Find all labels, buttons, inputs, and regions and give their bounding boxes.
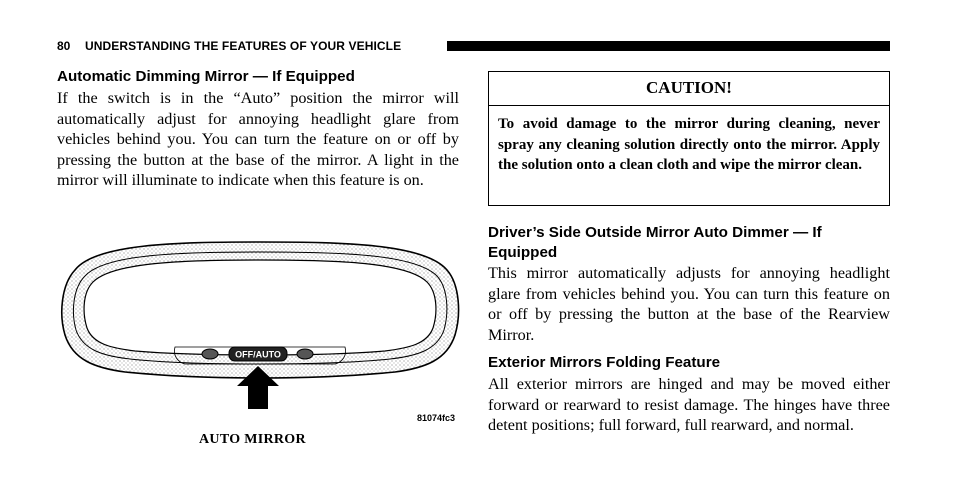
caution-text: To avoid damage to the mirror during cleaning, never spray any cleaning solution directly onto the mirror. Apply the solution onto a clean cloth and wipe the mirror clean. (498, 116, 880, 173)
section-body-outside-mirror: This mirror automatically adjusts for annoying headlight glare from vehicles behind you. You can turn this feature on or off by pressing the button at the base of the Rearview Mirror. (488, 264, 890, 344)
section-heading-auto-dimming: Automatic Dimming Mirror — If Equipped (57, 68, 355, 85)
chapter-title: UNDERSTANDING THE FEATURES OF YOUR VEHICLE (85, 39, 402, 53)
caution-title: CAUTION! (489, 72, 889, 106)
figure-code: 81074fc3 (417, 413, 456, 423)
left-indicator-light (202, 349, 218, 359)
button-label: OFF/AUTO (235, 349, 281, 360)
auto-mirror-illustration (55, 240, 465, 430)
page-number: 80 (57, 39, 71, 53)
section-body-folding: All exterior mirrors are hinged and may be moved either forward or rearward to resist damage. The hinges have three detent positions; full forward, full rearward, and normal. (488, 375, 890, 434)
caution-box (488, 71, 890, 206)
header-rule (447, 41, 890, 51)
right-indicator-light (297, 349, 313, 359)
section-heading-folding: Exterior Mirrors Folding Feature (488, 354, 721, 371)
mirror-glass (84, 260, 436, 355)
figure-caption: AUTO MIRROR (199, 432, 306, 447)
section-body-auto-dimming: If the switch is in the “Auto” position the mirror will automatically adjust for annoying headlight glare from vehicles behind you. You can turn the feature on or off by pressing the button at the base of the mirror. A light in the mirror will illuminate to indicate when this feature is on. (57, 89, 459, 189)
section-heading-outside-mirror: Driver’s Side Outside Mirror Auto Dimmer — If Equipped (488, 224, 822, 261)
mirror-drawing (55, 240, 465, 430)
page-header (57, 38, 890, 54)
